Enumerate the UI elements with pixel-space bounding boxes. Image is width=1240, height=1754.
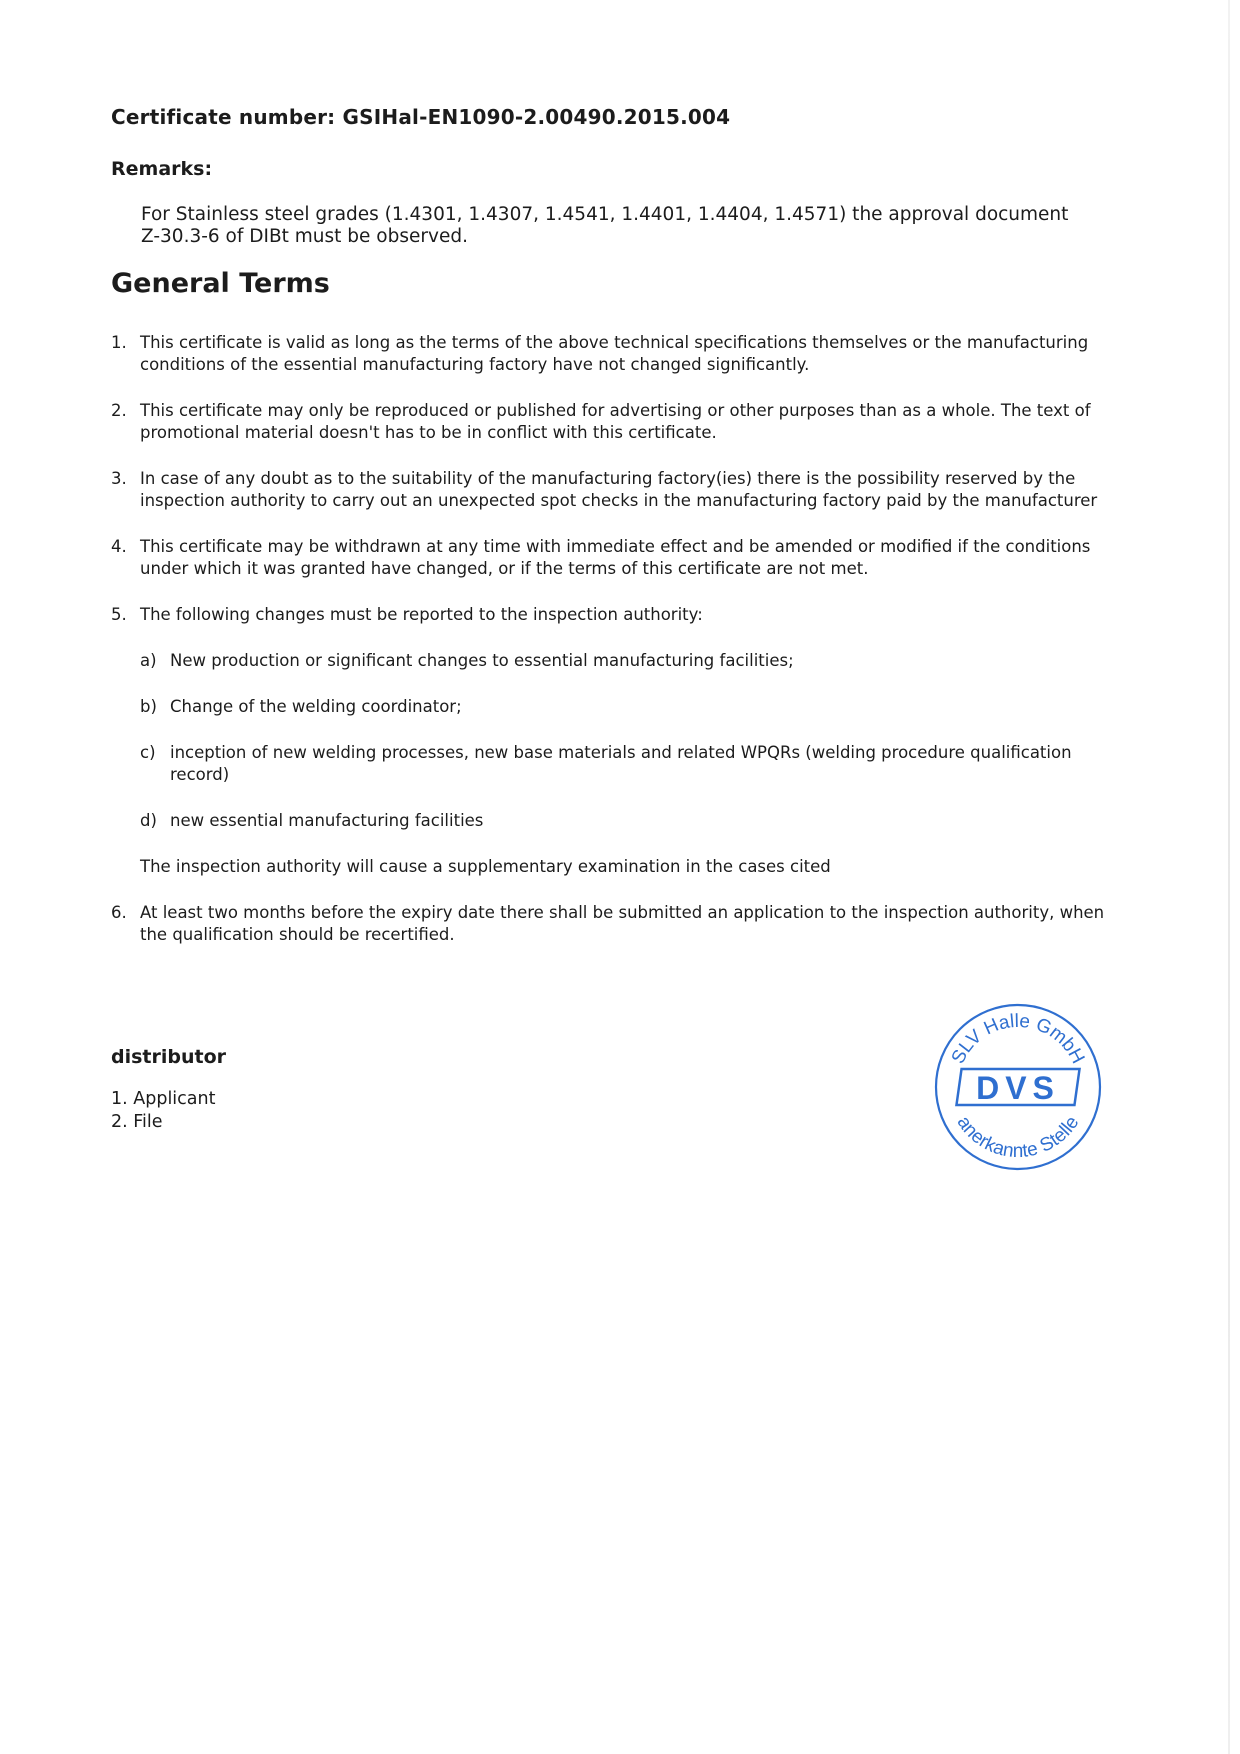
distributor-list xyxy=(111,1088,215,1134)
term-number: 1. xyxy=(111,333,127,352)
term-text: In case of any doubt as to the suitability of the manufacturing factory(ies) there is the possibility reserved by the inspection authority to carry out an unexpected spot checks in the manufacturing factory paid by the manufacturer xyxy=(140,469,1098,510)
term-text: The following changes must be reported to the inspection authority: xyxy=(140,605,703,624)
remarks-line-1: For Stainless steel grades (1.4301, 1.4307, 1.4541, 1.4401, 1.4404, 1.4571) the approval document xyxy=(141,204,1069,225)
remarks-line-2: Z-30.3-6 of DIBt must be observed. xyxy=(141,226,468,247)
subitem-text: Change of the welding coordinator; xyxy=(170,697,462,716)
term-text: At least two months before the expiry date there shall be submitted an application to the inspection authority, when the qualification should be recertified. xyxy=(140,903,1105,944)
term-text: This certificate may only be reproduced or published for advertising or other purposes than as a whole. The text of promotional material doesn't has to be in conflict with this certificate. xyxy=(140,401,1091,442)
subitem-letter: b) xyxy=(140,697,157,716)
subitem-a xyxy=(140,650,1111,672)
remarks-text xyxy=(141,204,1101,248)
subitem-letter: c) xyxy=(140,743,156,762)
subitem-letter: a) xyxy=(140,651,157,670)
certificate-number: Certificate number: GSIHal-EN1090-2.00490.2015.004 xyxy=(111,105,731,129)
term-number: 2. xyxy=(111,401,127,420)
subitem-text: inception of new welding processes, new base materials and related WPQRs (welding procedure qualification record) xyxy=(170,743,1072,784)
term-number: 5. xyxy=(111,605,127,624)
term-item-3 xyxy=(111,468,1111,512)
remarks-heading: Remarks: xyxy=(111,158,213,180)
svg-text:DVS: DVS xyxy=(976,1070,1060,1106)
subitem-letter: d) xyxy=(140,811,157,830)
term-text: This certificate may be withdrawn at any time with immediate effect and be amended or modified if the conditions under which it was granted have changed, or if the terms of this certificate are not met. xyxy=(140,537,1091,578)
term-number: 3. xyxy=(111,469,127,488)
subitem-c xyxy=(140,742,1111,786)
term-item-2 xyxy=(111,400,1111,444)
slv-halle-stamp xyxy=(932,1001,1104,1173)
dvs-logo xyxy=(956,1069,1079,1106)
subitem-text: New production or significant changes to essential manufacturing facilities; xyxy=(170,651,794,670)
term-number: 6. xyxy=(111,903,127,922)
subitem-text: new essential manufacturing facilities xyxy=(170,811,484,830)
distributor-entry: 2. File xyxy=(111,1112,163,1132)
inspection-note: The inspection authority will cause a supplementary examination in the cases cited xyxy=(140,857,831,876)
term-item-6 xyxy=(111,902,1111,946)
scan-edge-shadow xyxy=(1228,0,1230,1754)
term-text: This certificate is valid as long as the terms of the above technical specifications themselves or the manufacturing conditions of the essential manufacturing factory have not changed significantly. xyxy=(140,333,1089,374)
stamp-bottom-text: anerkannte Stelle xyxy=(952,1112,1084,1163)
subitem-b xyxy=(140,696,1111,718)
term-number: 4. xyxy=(111,537,127,556)
stamp-top-text: SLV Halle GmbH xyxy=(947,1010,1089,1068)
general-terms-heading: General Terms xyxy=(111,268,330,299)
distributor-heading: distributor xyxy=(111,1046,227,1068)
term-item-5 xyxy=(111,604,1111,878)
distributor-entry: 1. Applicant xyxy=(111,1089,216,1109)
term-item-4 xyxy=(111,536,1111,580)
general-terms-list xyxy=(111,332,1111,970)
term-item-1 xyxy=(111,332,1111,376)
subitem-d xyxy=(140,810,1111,832)
